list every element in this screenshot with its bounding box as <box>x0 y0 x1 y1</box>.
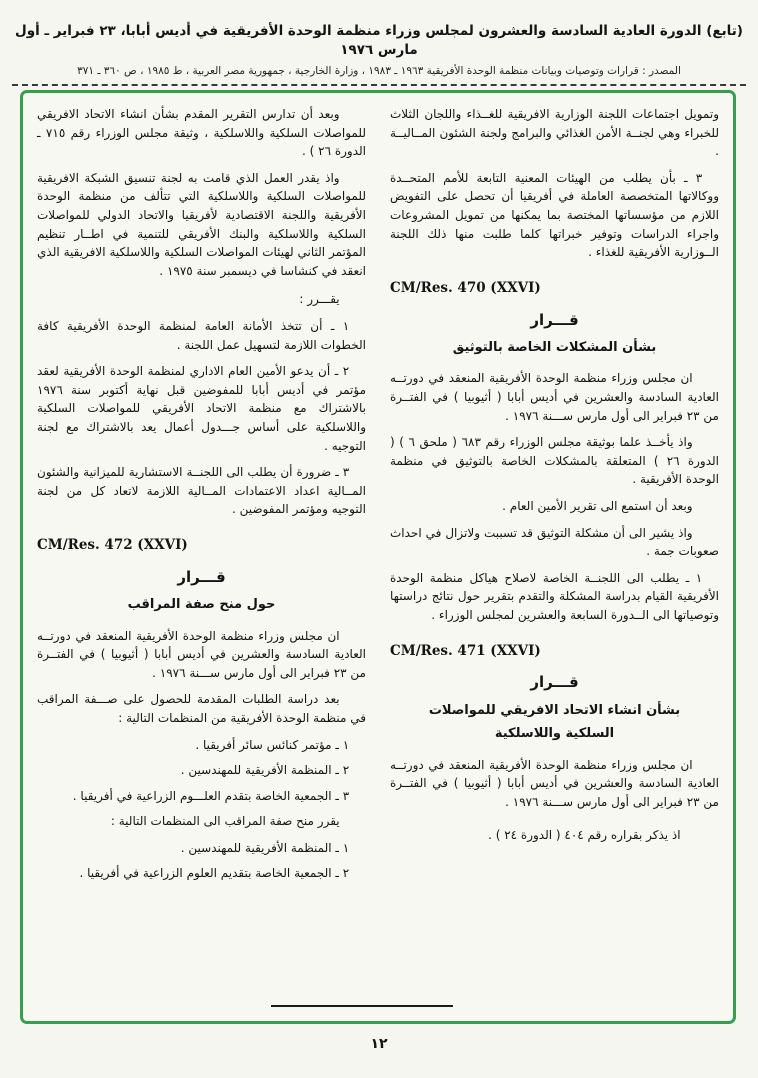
end-rule <box>271 1005 453 1007</box>
list-item: ٣ ـ الجمعية الخاصة بتقدم العلـــوم الزراعية في أفريقيا . <box>72 788 350 803</box>
resolution-code: CM/Res. 470 (XXVI) <box>390 279 541 296</box>
paragraph: ١ ـ يطلب الى اللجنــة الخاصة لاصلاح هياكل منظمة الوحدة الأفريقية القيام بدراسة المشكلة والتقدم بتقرير حول نتائج دراستها وتوصياتها الى الــدورة السابعة والعشرين لمجلس الوزراء . <box>390 570 719 622</box>
paragraph: ٣ ـ بأن يطلب من الهيئات المعنية التابعة للأمم المتحــدة ووكالاتها المتخصصة العاملة في أفريقيا أن تحصل على التفويض اللازم من مؤسساتها المختصة بما يمكنها من تمويل المشروعات واجراء الدراسات وتوفير خبراتها كلما طلبت منها ذلك اللجنة الــوزارية الأفريقية للغذاء . <box>390 170 719 260</box>
paragraph: واذ يشير الى أن مشكلة التوثيق قد تسببت ولاتزال في احداث صعوبات جمة . <box>390 525 719 559</box>
paragraph: يقرر منح صفة المراقب الى المنظمات التالية : <box>110 814 340 829</box>
paragraph: ان مجلس وزراء منظمة الوحدة الأفريقية المنعقد في دورتــه العادية السادسة والعشرين في أديس أبابا ( أثيوبيا ) في الفتــرة من ٢٣ فبراير الى أول مارس ســـنة ١٩٧٦ . <box>37 628 366 680</box>
paragraph: ان مجلس وزراء منظمة الوحدة الأفريقية المنعقد في دورتــه العادية السادسة والعشرين في أديس أبابا ( أثيوبيا ) في الفتــرة من ٢٣ فبراير الى أول مارس ســـنة ١٩٧٦ . <box>390 371 719 423</box>
column-right <box>390 105 719 995</box>
paragraph: وبعد أن تدارس التقرير المقدم بشأن انشاء الاتحاد الافريقي للمواصلات السلكية واللاسلكية ، وثيقة مجلس الوزراء رقم ٧١٥ ـ الدورة ٢٦ ) . <box>37 107 366 159</box>
two-column-layout <box>37 105 719 995</box>
page-header <box>12 22 746 86</box>
session-title: (تابع) الدورة العادية السادسة والعشرون لمجلس وزراء منظمة الوحدة الأفريقية في أديس أبابا، ٢٣ فبراير ـ أول مارس ١٩٧٦ <box>15 23 743 58</box>
header-divider <box>12 84 746 86</box>
paragraph: ان مجلس وزراء منظمة الوحدة الأفريقية المنعقد في دورتــه العادية السادسة والعشرين في أديس أبابا ( أثيوبيا ) في الفتــرة من ٢٣ فبراير الى أول مارس ســـنة ١٩٧٦ . <box>390 757 719 809</box>
decides-label: يقـــرر : <box>299 292 340 307</box>
resolution-subject: حول منح صفة المراقب <box>127 597 276 613</box>
resolution-subject: السلكية واللاسلكية <box>494 726 615 742</box>
resolution-code: CM/Res. 471 (XXVI) <box>390 642 541 659</box>
column-left <box>37 105 366 995</box>
paragraph: ١ ـ أن تتخذ الأمانة العامة لمنظمة الوحدة الأفريقية كافة الخطوات اللازمة لتسهيل عمل اللجنة . <box>37 318 366 352</box>
resolution-title: قـــرار <box>177 567 226 586</box>
paragraph: واذ يقدر العمل الذي قامت به لجنة تنسيق الشبكة الافريقية للمواصلات السلكية واللاسلكية التي تتألف من منظمة الوحدة الأفريقية واللجنة الاقتصادية لأفريقيا والاتحاد الدولي للمواصلات السلكية واللاسلكية والبنك الأفريقي للتنمية في اطــار تنظيم المؤتمر الثاني لهيئات المواصلات السلكية واللاسلكية الافريقية الذي انعقد في كنشاسا في ديسمبر سنة ١٩٧٥ . <box>37 170 366 278</box>
list-item: ١ ـ المنظمة الأفريقية للمهندسين . <box>180 840 350 855</box>
paragraph: واذ يأخــذ علما بوثيقة مجلس الوزراء رقم ٦٨٣ ( ملحق ٦ ) ( الدورة ٢٦ ) المتعلقة بالمشكلات الخاصة بالتوثيق في منظمة الوحدة الأفريقية . <box>390 435 719 487</box>
paragraph: اذ يذكر بقراره رقم ٤٠٤ ( الدورة ٢٤ ) . <box>488 827 681 842</box>
paragraph: ٣ ـ ضرورة أن يطلب الى اللجنــة الاستشارية للميزانية والشئون المــالية اعداد الاعتمادات المــالية اللازمة لاتعاد كل من لجنة التوجيه ومؤتمر المفوضين . <box>37 465 366 517</box>
page-number: ١٢ <box>370 1036 388 1052</box>
resolution-subject: بشأن المشكلات الخاصة بالتوثيق <box>452 339 657 355</box>
resolution-title: قـــرار <box>530 673 579 692</box>
resolution-title: قـــرار <box>530 310 579 329</box>
paragraph: وبعد أن استمع الى تقرير الأمين العام . <box>502 498 693 513</box>
resolution-code: CM/Res. 472 (XXVI) <box>37 536 188 553</box>
paragraph: وتمويل اجتماعات اللجنة الوزارية الافريقية للغــذاء واللجان الثلاث للخبراء وهي لجنــة الأمن الغذائي والبرامج ولجنة الشئون المــاليــة . <box>390 107 719 159</box>
resolution-subject: بشأن انشاء الاتحاد الافريقي للمواصلات <box>428 702 681 718</box>
list-item: ١ ـ مؤتمر كنائس سائر أفريقيا . <box>195 737 350 752</box>
source-line: المصدر : قرارات وتوصيات وبيانات منظمة الوحدة الأفريقية ١٩٦٣ ـ ١٩٨٣ ، وزارة الخارجية ، جمهورية مصر العربية ، ط ١٩٨٥ ، ص ٣٦٠ ـ ٣٧١ <box>77 64 681 77</box>
list-item: ٢ ـ الجمعية الخاصة بتقديم العلوم الزراعية في أفريقيا . <box>79 866 350 881</box>
list-item: ٢ ـ المنظمة الأفريقية للمهندسين . <box>180 763 350 778</box>
content-frame <box>20 90 736 1024</box>
paragraph: ٢ ـ أن يدعو الأمين العام الاداري لمنظمة الوحدة الأفريقية لعقد مؤتمر في أديس أبابا للمفوضين قبل نهاية أكتوبر سنة ١٩٧٦ بالاشتراك مع منظمة الاتحاد الأفريقي للمواصلات السلكية واللاسلكية على أساس جـــدول أعمال يعد بالاشتراك مع لجنة التوجيه . <box>37 364 366 453</box>
paragraph: بعد دراسة الطلبات المقدمة للحصول على صـــفة المراقب في منظمة الوحدة الأفريقية من المنظمات التالية : <box>37 692 366 725</box>
